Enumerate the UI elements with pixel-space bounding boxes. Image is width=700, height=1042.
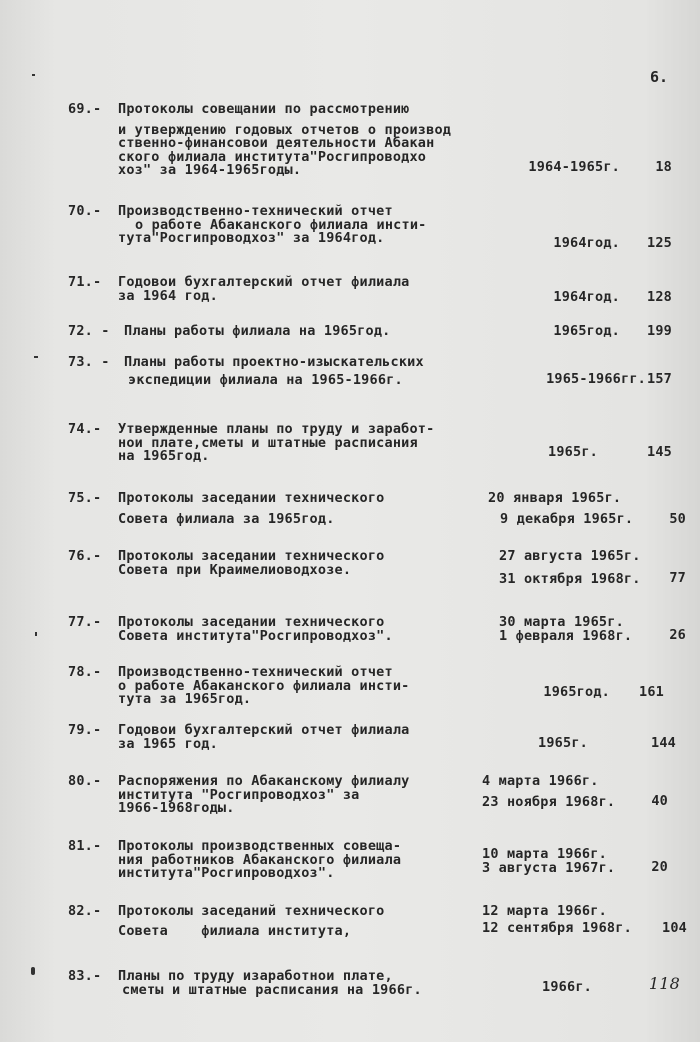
entry-sheet-count: 145 [647,444,672,460]
entry-dates [528,161,620,175]
date-line: 1966г. [542,979,592,995]
date-line: 31 октября 1968г. [499,570,641,587]
description-line: института "Росгипроводхоз" за [118,786,360,803]
description-line: экспедиции филиала на 1965-1966г. [128,371,403,388]
entry-description [118,205,513,246]
entry-description [124,356,519,387]
description-line: ственно-финансовои деятельности Абакан [118,135,435,151]
date-line: 23 ноября 1968г. [482,793,616,810]
description-line: Планы работы проектно-изыскательских [124,354,424,370]
entry-description [118,423,513,464]
entry-sheet-count: 128 [647,289,672,305]
entry-sheet-count: 144 [651,735,676,751]
entry-description [118,724,513,751]
date-line: 1965год. [553,323,620,339]
entry-description [118,840,513,881]
description-line: Протоколы заседании технического [118,548,385,564]
entry-number: 76.- [68,548,102,564]
description-line: Протоколы заседании технического [118,614,385,630]
entry-description [118,775,513,816]
entry-description [118,276,513,303]
entry-number: 79.- [68,722,102,738]
date-line: 12 сентября 1968г. [482,919,632,936]
entry-dates [538,737,588,751]
entry-dates [499,550,641,586]
date-line: 1965г. [538,735,588,751]
entry-number: 81.- [68,838,102,854]
entry-number: 75.- [68,490,102,506]
entry-number: 80.- [68,773,102,789]
entry-description [118,905,513,938]
date-line: 3 августа 1967г. [482,859,616,876]
entry-sheet-count: 161 [639,684,664,700]
description-line: Годовои бухгалтерский отчет филиала [118,274,410,290]
entry-description [118,666,513,707]
entry-number: 71.- [68,274,102,290]
entry-sheet-count: 104 [662,920,687,936]
date-line: 1965-1966гг. [546,371,646,387]
entry-description [118,492,513,526]
entry-dates [548,446,598,460]
date-line: 1964год. [553,235,620,251]
description-line: о работе Абаканского филиала инсти- [135,216,427,233]
description-line: Производственно-технический отчет [118,664,393,680]
description-line: 1966-1968годы. [118,800,235,816]
entry-dates [553,325,620,339]
entry-dates [543,686,610,700]
entry-number: 82.- [68,903,102,919]
date-line: 12 марта 1966г. [482,903,607,919]
entry-dates [482,905,632,935]
date-line: 1965г. [548,444,598,460]
entry-number: 73. - [68,354,110,370]
description-line: о работе Абаканского филиала инсти- [118,677,410,694]
entry-sheet-count: 118 [648,974,680,993]
date-line: 1965год. [543,684,610,700]
description-line: Совета при Краимелиоводхозе. [118,561,352,578]
date-line: 1964-1965г. [528,159,620,175]
description-line: ния работников Абаканского филиала [118,851,402,868]
description-line: тута"Росгипроводхоз" за 1964год. [118,230,385,246]
description-line: Протоколы совещании по рассмотрению [118,101,410,117]
description-line: Производственно-технический отчет [118,203,393,219]
description-line: института"Росгипроводхоз". [118,865,335,881]
entry-description [118,550,513,577]
entry-number: 70.- [68,203,102,219]
margin-speck [31,967,35,975]
entry-number: 77.- [68,614,102,630]
entry-dates [482,848,615,875]
entry-sheet-count: 20 [651,859,668,875]
description-line: тута за 1965год. [118,691,252,707]
date-line: 10 марта 1966г. [482,846,607,862]
entry-description [118,970,513,997]
description-line: Распоряжения по Абаканскому филиалу [118,773,410,789]
entry-dates [553,291,620,305]
entry-dates [488,492,633,526]
date-line: 1964год. [553,289,620,305]
entry-number: 74.- [68,421,102,437]
date-line: 1 февраля 1968г. [499,627,633,644]
date-line: 27 августа 1965г. [499,548,641,564]
description-line: Совета филиала института, [118,922,352,939]
entry-number: 72. - [68,323,110,339]
description-line: и утверждению годовых отчетов о производ [118,121,452,138]
description-line: Совета филиала за 1965год. [118,510,335,527]
margin-speck [34,356,38,358]
entry-number: 78.- [68,664,102,680]
margin-speck [35,632,37,636]
date-line: 20 января 1965г. [488,490,622,506]
entry-description [118,103,513,178]
description-line: за 1964 год. [118,287,218,304]
entry-sheet-count: 125 [647,235,672,251]
margin-speck [32,74,35,76]
date-line: 4 марта 1966г. [482,773,599,789]
date-line: 30 марта 1965г. [499,614,624,630]
entry-sheet-count: 40 [651,793,668,809]
entry-sheet-count: 199 [647,323,672,339]
description-line: хоз" за 1964-1965годы. [118,162,302,178]
entry-dates [546,373,646,387]
entry-sheet-count: 157 [647,371,672,387]
entry-sheet-count: 77 [669,570,686,586]
description-line: Планы работы филиала на 1965год. [124,323,391,339]
description-line: на 1965год. [118,448,210,464]
description-line: Годовои бухгалтерский отчет филиала [118,722,410,738]
entry-number: 83.- [68,968,102,984]
description-line: сметы и штатные расписания на 1966г. [122,981,422,998]
description-line: за 1965 год. [118,735,218,752]
entry-description [118,616,513,643]
entry-sheet-count: 26 [669,627,686,643]
entry-sheet-count: 50 [669,511,686,527]
description-line: Утвержденные планы по труду и заработ- [118,421,435,437]
description-line: Совета института"Росгипроводхоз". [118,627,393,644]
entry-description [124,325,519,339]
entry-number: 69.- [68,101,102,117]
description-line: Протоколы заседании технического [118,490,385,506]
entry-dates [542,981,592,995]
description-line: Планы по труду изаработнои плате, [118,968,393,984]
date-line: 9 декабря 1965г. [500,510,634,527]
description-line: нои плате,сметы и штатные расписания [118,434,418,451]
page-number: 6. [650,68,669,86]
entry-sheet-count: 18 [655,159,672,175]
description-line: Протоколы производственных совеща- [118,838,402,854]
entry-dates [499,616,632,643]
description-line: ского филиала института"Росгипроводхо [118,148,427,165]
description-line: Протоколы заседаний технического [118,903,385,919]
entry-dates [482,775,615,809]
entry-dates [553,237,620,251]
